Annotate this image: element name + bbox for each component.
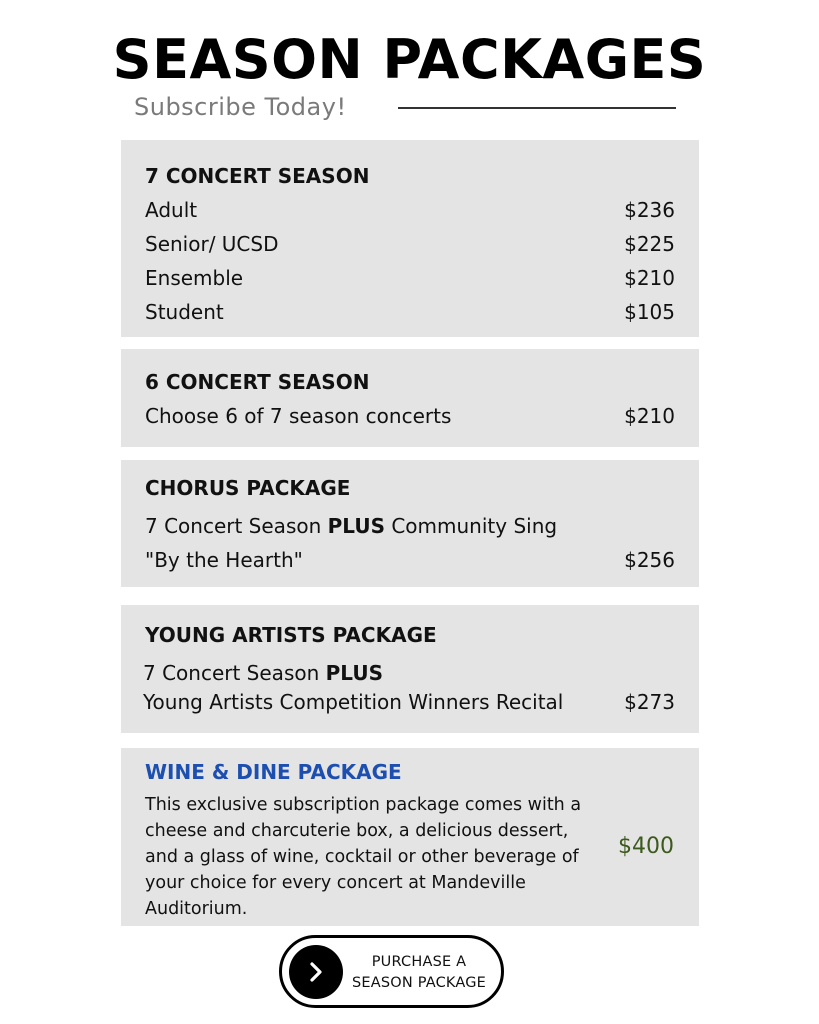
divider-line (398, 107, 676, 109)
price-row (143, 690, 675, 714)
price-value: $210 (624, 404, 675, 428)
price-label: "By the Hearth" (145, 548, 303, 572)
price-label: Young Artists Competition Winners Recital (143, 690, 564, 714)
price-value: $105 (624, 300, 675, 324)
price-label: Student (145, 300, 224, 324)
button-label-line: PURCHASE A (371, 954, 467, 970)
button-label (346, 952, 492, 994)
package-title: 6 CONCERT SEASON (145, 370, 370, 394)
page-subtitle: Subscribe Today! (134, 93, 347, 121)
description-text: Community Sing (384, 514, 558, 538)
package-card-wine-dine (121, 748, 699, 926)
package-card-6-concert (121, 349, 699, 447)
package-description-line (145, 514, 675, 538)
description-text: 7 Concert Season (143, 661, 326, 685)
price-row (145, 232, 675, 256)
description-text: 7 Concert Season (145, 514, 328, 538)
package-title: YOUNG ARTISTS PACKAGE (145, 623, 437, 647)
price-row (145, 548, 675, 572)
price-row (145, 198, 675, 222)
price-value: $236 (624, 198, 675, 222)
price-value: $256 (624, 548, 675, 572)
package-card-7-concert (121, 140, 699, 337)
purchase-season-package-button[interactable] (279, 935, 504, 1008)
price-value: $225 (624, 232, 675, 256)
package-card-chorus (121, 460, 699, 587)
price-label: Ensemble (145, 266, 244, 290)
button-label-line: SEASON PACKAGE (351, 975, 487, 991)
price-row (145, 300, 675, 324)
package-title: CHORUS PACKAGE (145, 476, 351, 500)
price-value: $210 (624, 266, 675, 290)
price-value: $400 (618, 834, 674, 859)
price-row (145, 404, 675, 428)
plus-emphasis: PLUS (325, 661, 383, 685)
price-label: Choose 6 of 7 season concerts (145, 404, 452, 428)
package-title: WINE & DINE PACKAGE (145, 760, 402, 784)
chevron-right-icon (289, 945, 343, 999)
package-description: This exclusive subscription package comes with a cheese and charcuterie box, a delicious dessert, and a glass of wine, cocktail or other beverage of your choice for every concert at Mandeville Auditorium. (145, 795, 582, 919)
price-value: $273 (624, 690, 675, 714)
package-card-young-artists (121, 605, 699, 733)
price-label: Senior/ UCSD (145, 232, 279, 256)
package-description-line (143, 661, 675, 685)
package-title: 7 CONCERT SEASON (145, 164, 370, 188)
price-row (145, 266, 675, 290)
price-label: Adult (145, 198, 198, 222)
plus-emphasis: PLUS (327, 514, 385, 538)
page-title: SEASON PACKAGES (112, 28, 707, 91)
